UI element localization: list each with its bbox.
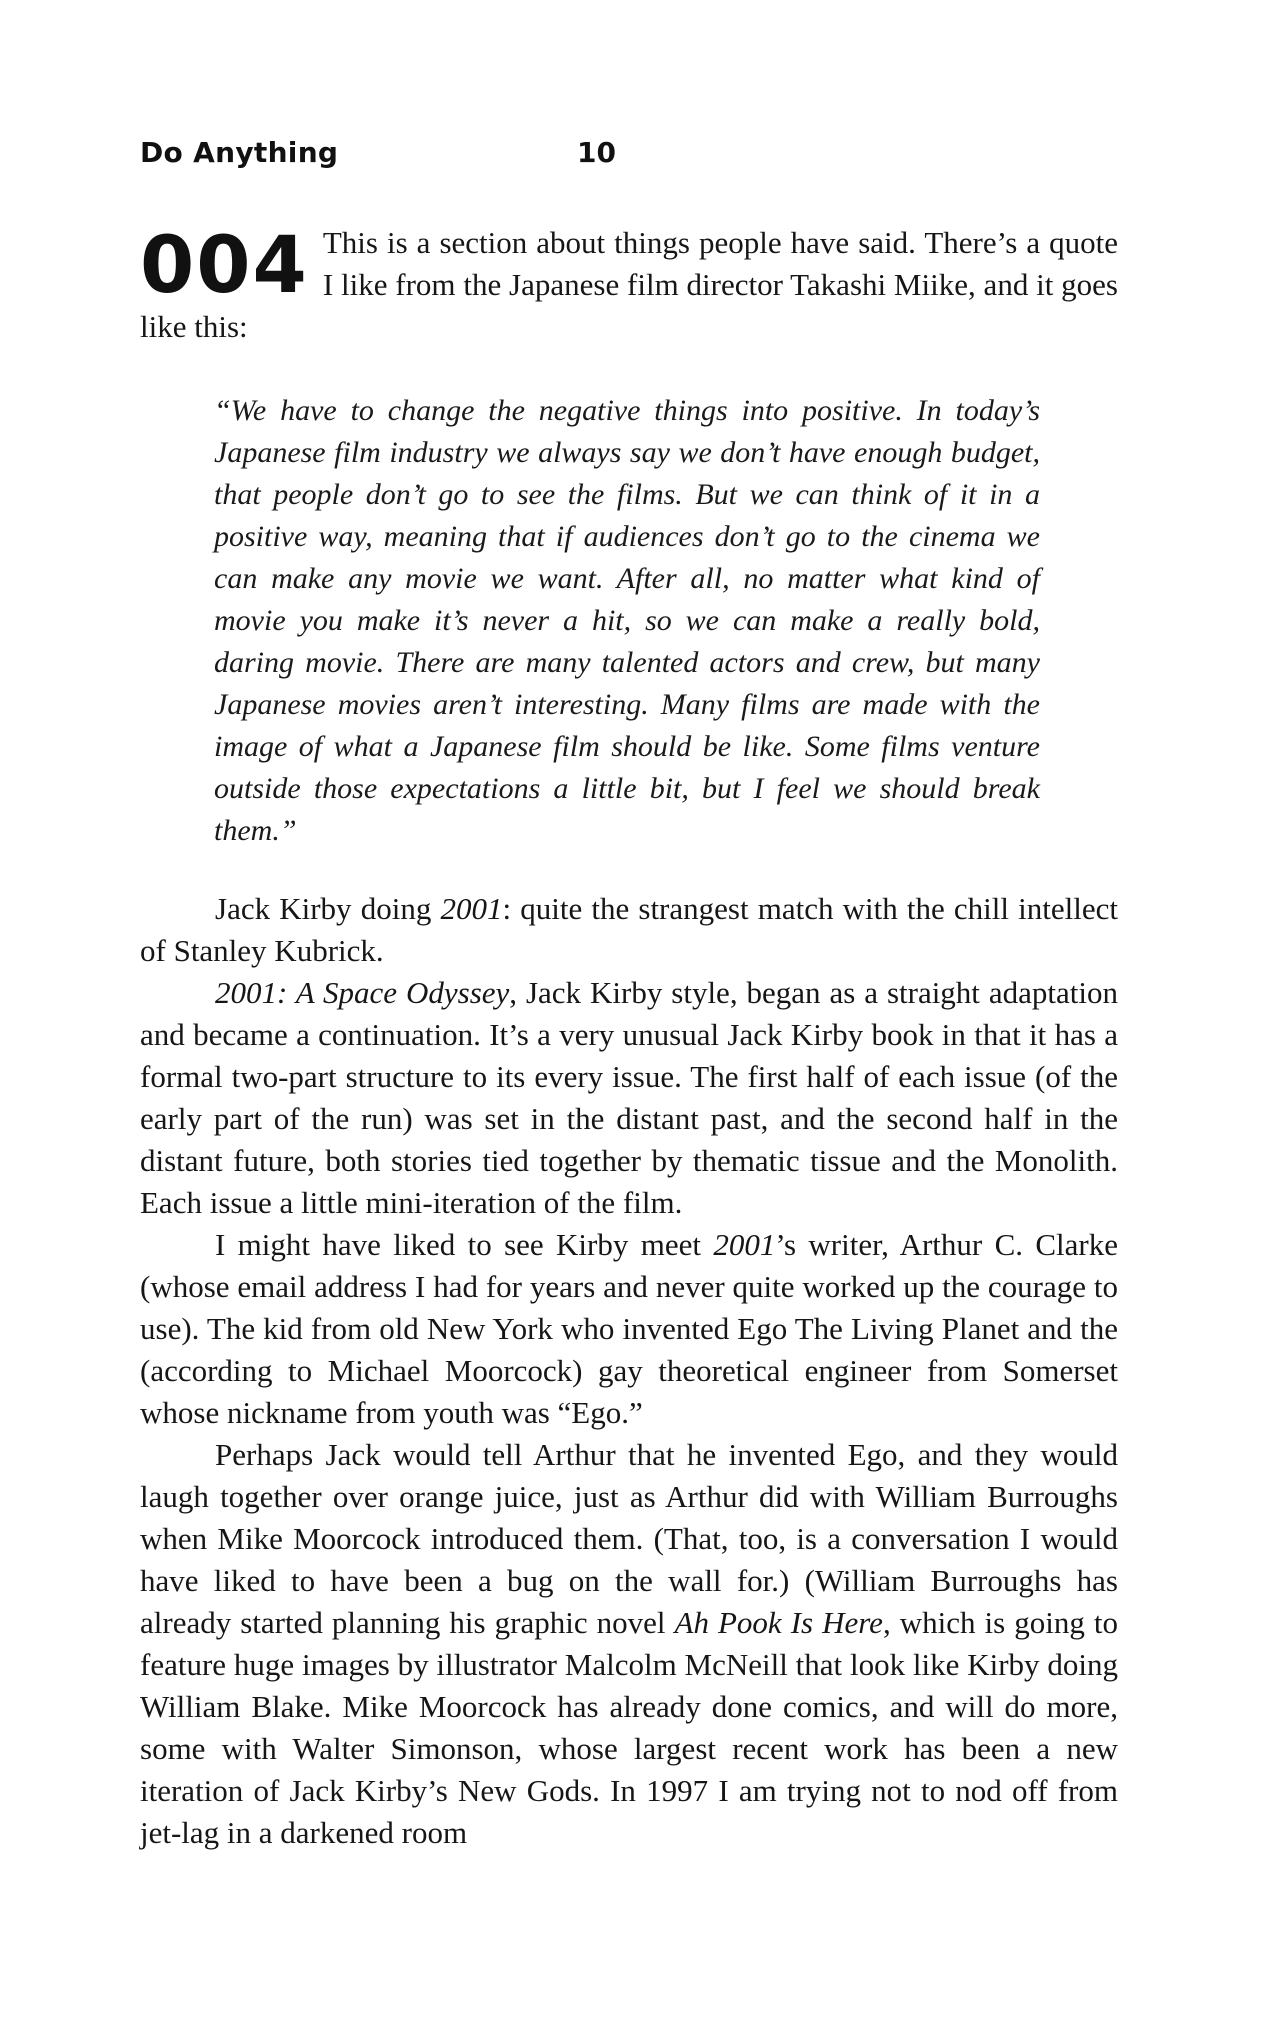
paragraph [140, 1224, 1118, 1434]
paragraph-text: , which is going to feature huge images by illustrator Malcolm McNeill that look like Kirby doing William Blake. Mike Moorcock has already done comics, and will do more, some with Walter Simonson, whose largest recent work has been a new iteration of Jack Kirby’s New Gods. In 1997 I am trying not to nod off from jet-lag in a darkened room [140, 1605, 1118, 1850]
paragraph-emphasis: 2001: A Space Odyssey [215, 975, 510, 1010]
quote-text: “We have to change the negative things into positive. In today’s Japanese film industry we always say we don’t have enough budget, that people don’t go to see the films. But we can think of it in a positive way, meaning that if audiences don’t go to the cinema we can make any movie we want. After all, no matter what kind of movie you make it’s never a hit, so we can make a really bold, daring movie. There are many talented actors and crew, but many Japanese movies aren’t interesting. Many films are made with the image of what a Japanese film should be like. Some films venture outside those expectations a little bit, but I feel we should break them.” [214, 394, 1040, 847]
paragraph-text: : quite the strangest match with the chill intellect of Stanley Kubrick. [140, 891, 1118, 968]
section-intro: This is a section about things people have said. There’s a quote I like from the Japanese film director Takashi Miike, and it goes like this: [140, 225, 1118, 344]
paragraph-emphasis: Ah Pook Is Here [674, 1605, 883, 1640]
paragraph-text: ’s writer, Arthur C. Clarke (whose email address I had for years and never quite worked up the courage to use). The kid from old New York who invented Ego The Living Planet and the (according to Michael Moorcock) gay theoretical engineer from Somerset whose nickname from youth was “Ego.” [140, 1227, 1118, 1430]
paragraph [140, 1434, 1118, 1854]
section-opening [140, 222, 1118, 348]
page-number: 10 [577, 136, 616, 169]
paragraph [140, 972, 1118, 1224]
block-quote [214, 390, 1040, 852]
paragraph-text: Perhaps Jack would tell Arthur that he invented Ego, and they would laugh together over orange juice, just as Arthur did with William Burroughs when Mike Moorcock introduced them. (That, too, is a conversation I would have liked to have been a bug on the wall for.) (William Burroughs has already started planning his graphic novel [140, 1437, 1118, 1640]
paragraph [140, 888, 1118, 972]
paragraph-text: Jack Kirby doing [215, 891, 441, 926]
paragraph-text: I might have liked to see Kirby meet [215, 1227, 714, 1262]
book-title: Do Anything [140, 136, 339, 169]
paragraph-emphasis: 2001 [440, 891, 503, 926]
paragraph-emphasis: 2001 [713, 1227, 776, 1262]
main-text [140, 888, 1118, 1854]
running-head [140, 136, 660, 176]
section-number: 004 [140, 221, 309, 311]
paragraph-text: , Jack Kirby style, began as a straight adaptation and became a continuation. It’s a very unusual Jack Kirby book in that it has a formal two-part structure to its every issue. The first half of each issue (of the early part of the run) was set in the distant past, and the second half in the distant future, both stories tied together by thematic tissue and the Monolith. Each issue a little mini-iteration of the film. [140, 975, 1118, 1220]
